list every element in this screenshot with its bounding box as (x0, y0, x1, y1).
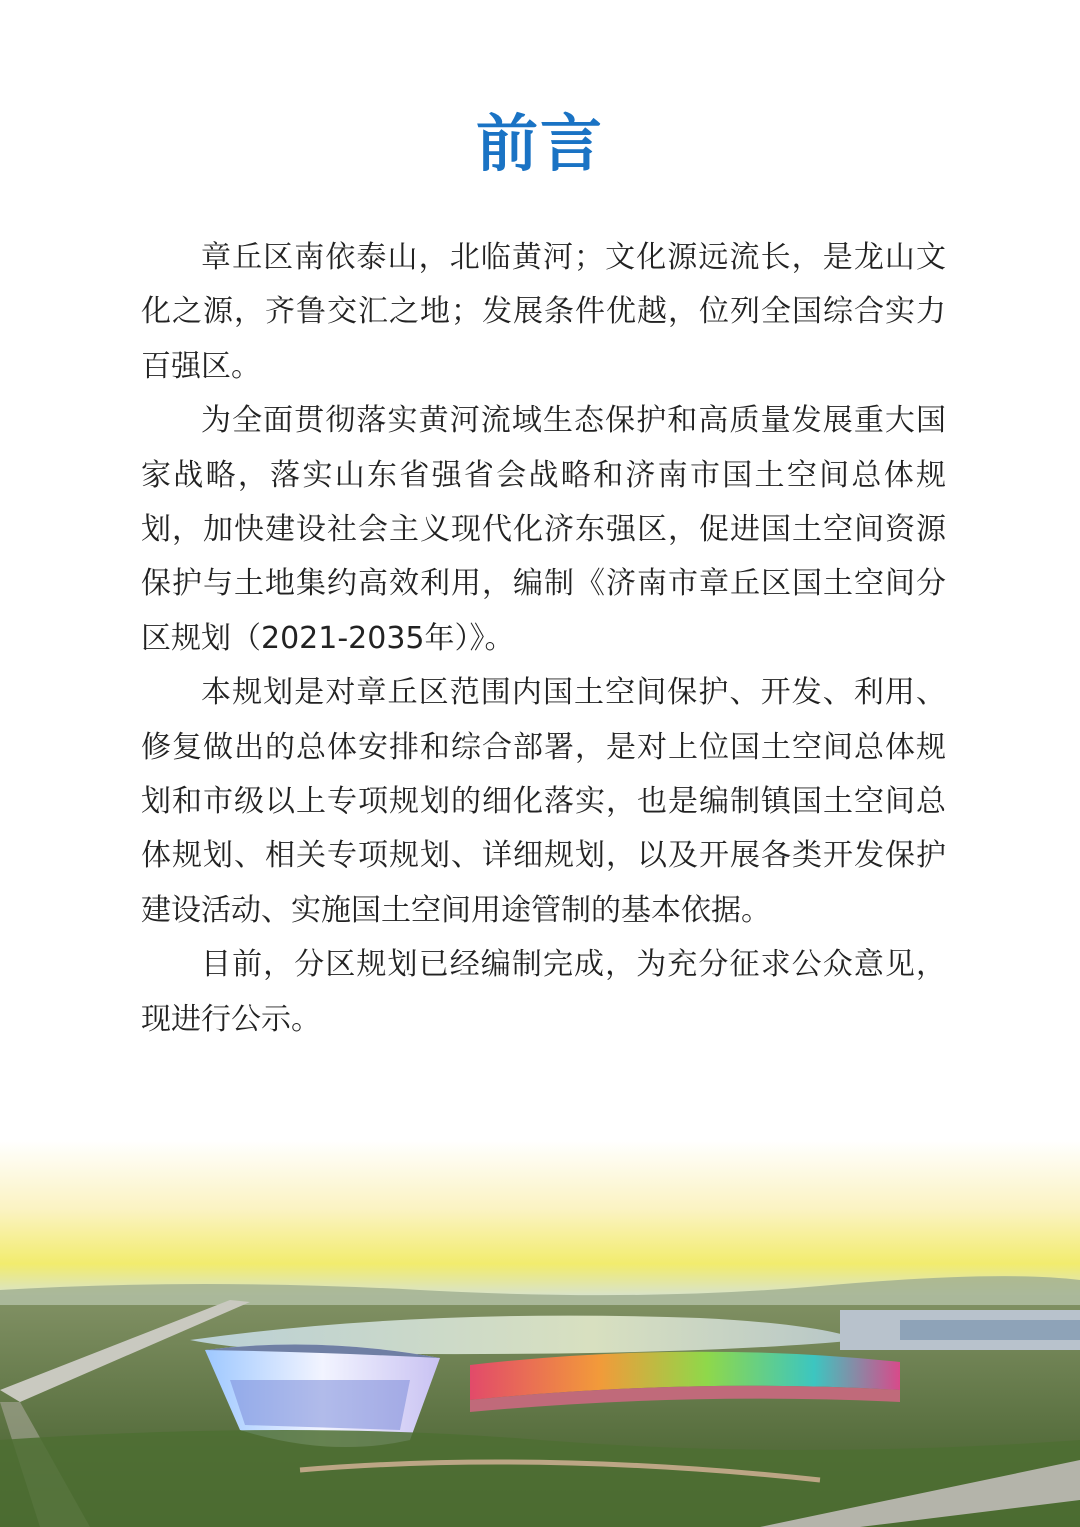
paragraph-1: 章丘区南依泰山，北临黄河；文化源远流长，是龙山文化之源，齐鲁交汇之地；发展条件优越，位列全国综合实力百强区。 (141, 240, 946, 384)
paragraph-2: 为全面贯彻落实黄河流域生态保护和高质量发展重大国家战略，落实山东省强省会战略和济南市国土空间总体规划，加快建设社会主义现代化济东强区，促进国土空间资源保护与土地集约高效利用，编制《济南市章丘区国土空间分区规划（2021-2035年）》。 (141, 403, 946, 656)
paragraph-4: 目前，分区规划已经编制完成，为充分征求公众意见，现进行公示。 (141, 947, 946, 1037)
page-title: 前言 (475, 107, 604, 180)
aerial-city-photo (0, 1140, 1080, 1527)
preface-body (141, 231, 946, 1047)
paragraph-3: 本规划是对章丘区范围内国土空间保护、开发、利用、修复做出的总体安排和综合部署，是对上位国土空间总体规划和市级以上专项规划的细化落实，也是编制镇国土空间总体规划、相关专项规划、详细规划，以及开展各类开发保护建设活动、实施国土空间用途管制的基本依据。 (141, 675, 946, 928)
